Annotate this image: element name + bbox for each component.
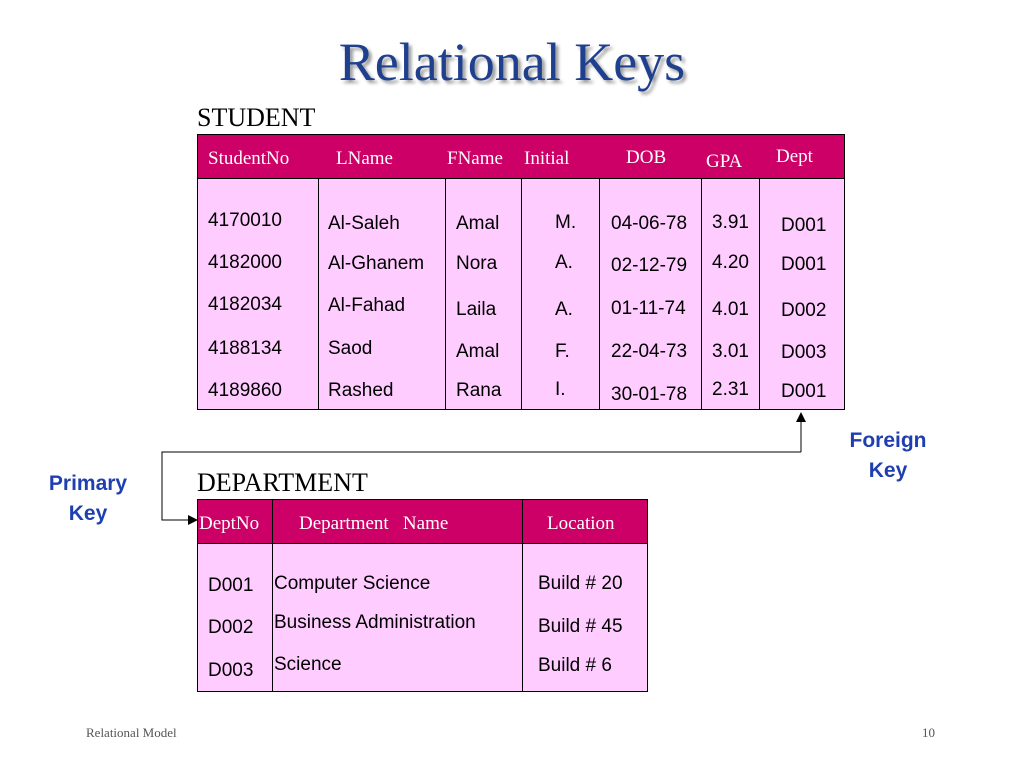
student-cell: 4189860 — [208, 380, 282, 401]
student-cell: 4182034 — [208, 294, 282, 315]
student-cell: D001 — [781, 254, 827, 275]
student-cell: Al-Saleh — [328, 213, 400, 234]
student-cell: Al-Ghanem — [328, 253, 425, 274]
student-col-header: FName — [447, 148, 503, 169]
student-cell: D003 — [781, 342, 827, 363]
student-col-header: Dept — [776, 146, 813, 167]
student-col-header: LName — [336, 148, 393, 169]
student-cell: A. — [555, 252, 573, 273]
student-cell: 2.31 — [712, 379, 749, 400]
student-cell: 3.01 — [712, 341, 749, 362]
student-cell: D002 — [781, 300, 827, 321]
student-col-header: DOB — [626, 147, 667, 168]
department-col-header: Location — [547, 513, 615, 534]
department-cell: Build # 6 — [538, 655, 612, 676]
student-cell: Amal — [456, 213, 500, 234]
department-table-label: DEPARTMENT — [197, 468, 368, 497]
student-cell: 3.91 — [712, 212, 749, 233]
footer-text: Relational Model — [86, 725, 177, 740]
student-cell: Al-Fahad — [328, 295, 406, 316]
student-cell: Saod — [328, 338, 373, 359]
student-cell: 30-01-78 — [611, 384, 688, 405]
student-cell: D001 — [781, 215, 827, 236]
student-cell: 4.20 — [712, 252, 749, 273]
student-cell: M. — [555, 212, 577, 233]
student-cell: I. — [555, 379, 566, 400]
student-cell: 4182000 — [208, 252, 282, 273]
student-cell: 22-04-73 — [611, 341, 688, 362]
page-number: 10 — [922, 725, 935, 740]
department-col-header: DeptNo — [199, 513, 260, 534]
slide-title: Relational Keys — [338, 32, 686, 92]
student-cell: A. — [555, 299, 573, 320]
student-cell: Amal — [456, 341, 500, 362]
student-cell: 04-06-78 — [611, 213, 688, 234]
student-cell: D001 — [781, 381, 827, 402]
department-cell: D001 — [208, 575, 254, 596]
primary-key-label: Primary Key — [48, 472, 128, 526]
student-cell: 4.01 — [712, 299, 749, 320]
department-cell: Business Administration — [274, 612, 476, 633]
department-cell: D002 — [208, 617, 254, 638]
student-col-header: Initial — [524, 148, 570, 169]
foreign-key-label: Foreign Key — [849, 429, 927, 483]
department-cell: Computer Science — [274, 573, 431, 594]
student-cell: Rashed — [328, 380, 394, 401]
student-cell: 01-11-74 — [611, 298, 686, 319]
student-cell: Laila — [456, 299, 497, 320]
student-cell: F. — [555, 341, 570, 362]
student-table-label: STUDENT — [197, 103, 316, 132]
student-cell: 02-12-79 — [611, 255, 688, 276]
student-cell: 4170010 — [208, 210, 282, 231]
department-cell: Build # 45 — [538, 616, 623, 637]
student-col-header: StudentNo — [208, 148, 290, 169]
student-cell: Rana — [456, 380, 502, 401]
department-cell: Science — [274, 654, 342, 675]
student-cell: Nora — [456, 253, 498, 274]
department-cell: Build # 20 — [538, 573, 623, 594]
department-cell: D003 — [208, 660, 254, 681]
arrowhead-up-icon — [796, 412, 806, 422]
department-col-header: Department Name — [299, 513, 449, 534]
student-cell: 4188134 — [208, 338, 282, 359]
student-col-header: GPA — [706, 151, 743, 172]
